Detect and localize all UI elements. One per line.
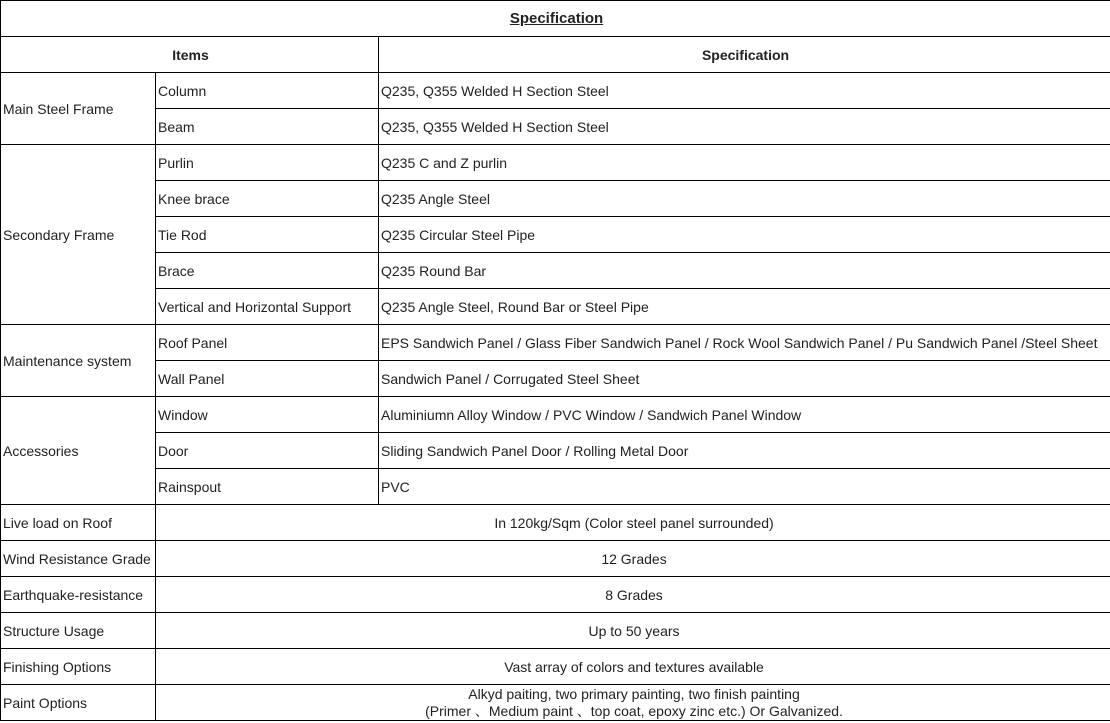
paint-options-line-2: (Primer 、Medium paint 、top coat, epoxy zinc etc.) Or Galvanized. [425,702,843,719]
table-row [1,685,1110,721]
label-paint-options: Paint Options [1,685,156,721]
group-label-main-steel-frame: Main Steel Frame [1,73,156,145]
table-row [1,397,1110,433]
item-cell: Brace [156,253,379,289]
header-row [1,37,1110,73]
spec-cell: Q235, Q355 Welded H Section Steel [379,109,1110,145]
table-row [1,505,1110,541]
table-row [1,433,1110,469]
label-structure-usage: Structure Usage [1,613,156,649]
table-row [1,469,1110,505]
spec-cell: Q235 Round Bar [379,253,1110,289]
items-header: Items [1,37,379,73]
table-row [1,289,1110,325]
value-finishing-options: Vast array of colors and textures available [156,649,1110,685]
spec-cell: EPS Sandwich Panel / Glass Fiber Sandwich Panel / Rock Wool Sandwich Panel / Pu Sandwich Panel /Steel Sheet [379,325,1110,361]
spec-cell: Aluminiumn Alloy Window / PVC Window / Sandwich Panel Window [379,397,1110,433]
group-label-secondary-frame: Secondary Frame [1,145,156,325]
item-cell: Vertical and Horizontal Support [156,289,379,325]
item-cell: Tie Rod [156,217,379,253]
table-row [1,145,1110,181]
table-row [1,253,1110,289]
table-row [1,577,1110,613]
table-row [1,541,1110,577]
table-row [1,217,1110,253]
value-wind-resistance: 12 Grades [156,541,1110,577]
spec-cell: Q235 C and Z purlin [379,145,1110,181]
spec-cell: Sliding Sandwich Panel Door / Rolling Metal Door [379,433,1110,469]
label-earthquake-resistance: Earthquake-resistance [1,577,156,613]
item-cell: Purlin [156,145,379,181]
spec-cell: Q235 Angle Steel, Round Bar or Steel Pipe [379,289,1110,325]
table-row [1,649,1110,685]
specification-header: Specification [379,37,1110,73]
item-cell: Beam [156,109,379,145]
table-title: Specification [1,1,1110,37]
value-earthquake-resistance: 8 Grades [156,577,1110,613]
item-cell: Rainspout [156,469,379,505]
table-row [1,181,1110,217]
item-cell: Knee brace [156,181,379,217]
item-cell: Wall Panel [156,361,379,397]
spec-cell: Q235 Circular Steel Pipe [379,217,1110,253]
table-row [1,109,1110,145]
paint-options-line-1: Alkyd paiting, two primary painting, two finish painting [468,685,800,702]
label-wind-resistance: Wind Resistance Grade [1,541,156,577]
item-cell: Column [156,73,379,109]
item-cell: Window [156,397,379,433]
label-live-load: Live load on Roof [1,505,156,541]
table-row [1,325,1110,361]
spec-cell: PVC [379,469,1110,505]
group-label-maintenance-system: Maintenance system [1,325,156,397]
spec-cell: Q235 Angle Steel [379,181,1110,217]
value-structure-usage: Up to 50 years [156,613,1110,649]
label-finishing-options: Finishing Options [1,649,156,685]
value-live-load: In 120kg/Sqm (Color steel panel surrounded) [156,505,1110,541]
spec-cell: Q235, Q355 Welded H Section Steel [379,73,1110,109]
title-row [1,1,1110,37]
item-cell: Door [156,433,379,469]
table-row [1,613,1110,649]
table-row [1,361,1110,397]
table-row [1,73,1110,109]
spec-cell: Sandwich Panel / Corrugated Steel Sheet [379,361,1110,397]
group-label-accessories: Accessories [1,397,156,505]
value-paint-options [156,685,1110,721]
item-cell: Roof Panel [156,325,379,361]
